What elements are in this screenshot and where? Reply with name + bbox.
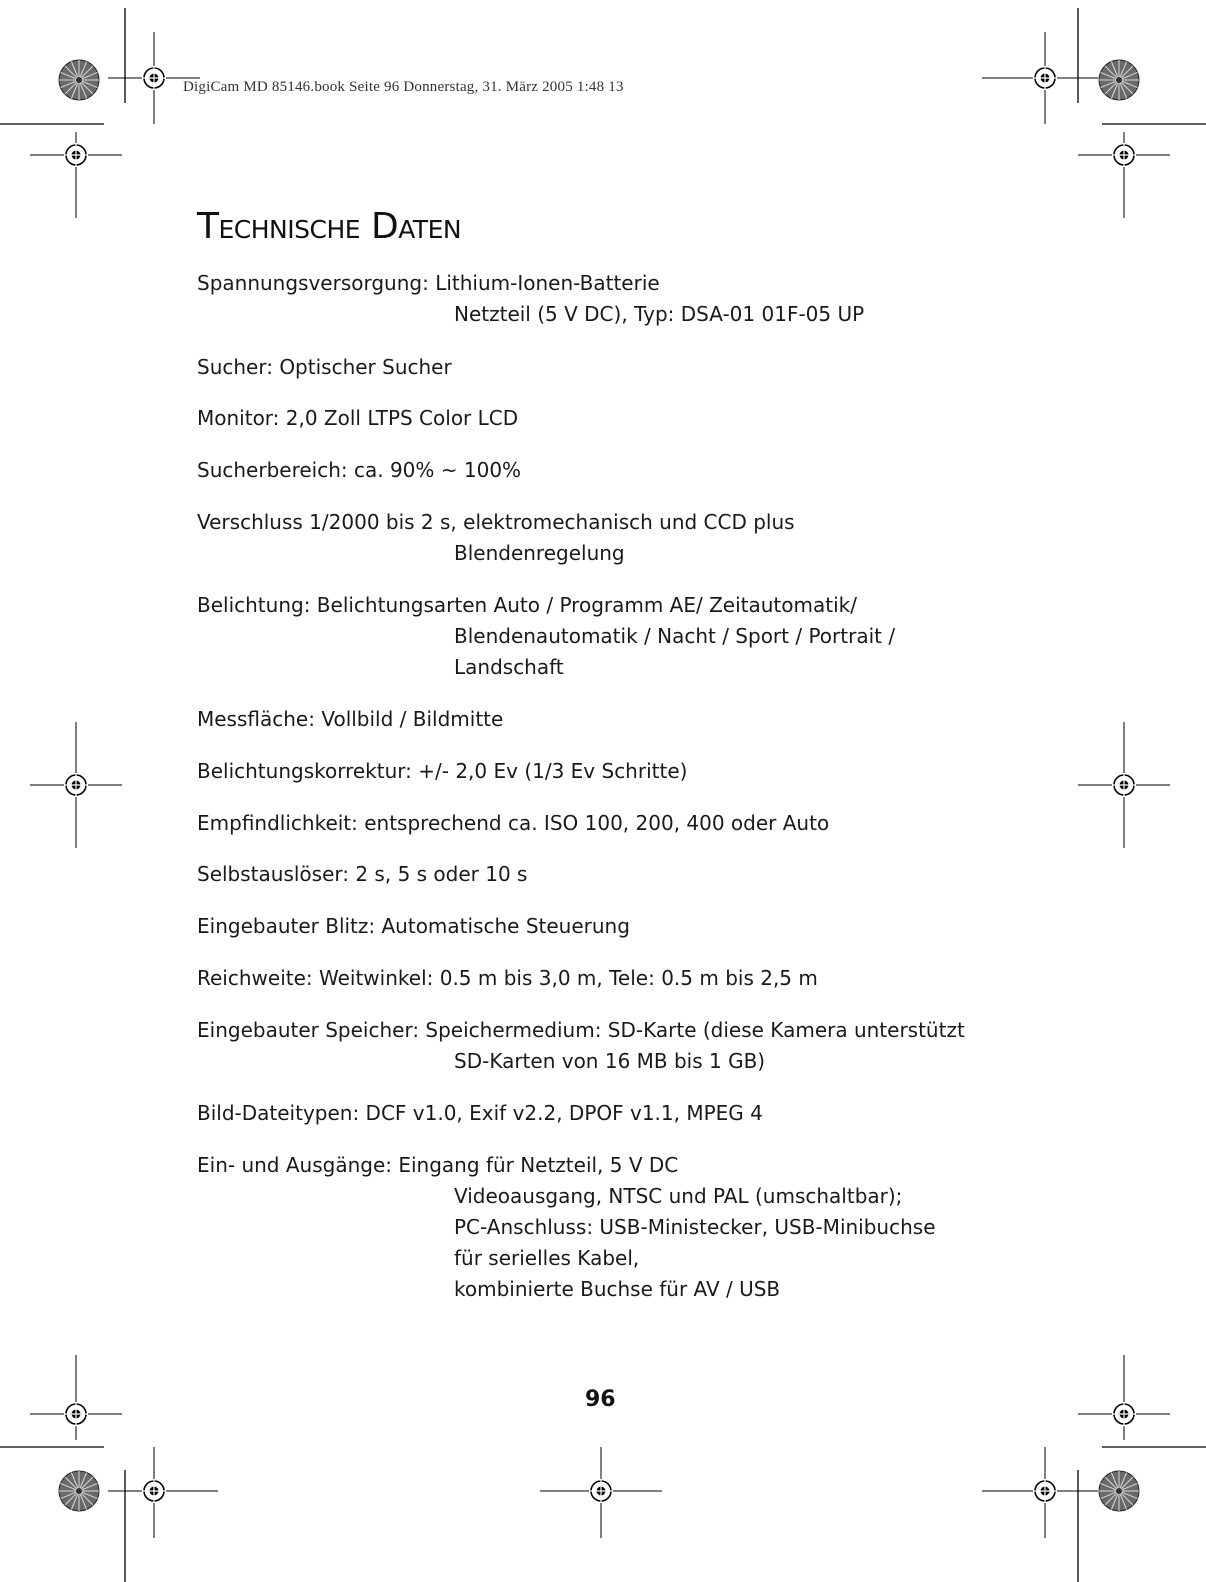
spec-line: Belichtung: Belichtungsarten Auto / Programm AE/ Zeitautomatik/ [197, 593, 857, 617]
registration-mark-left-upper [30, 132, 122, 218]
registration-mark-top-right [982, 32, 1098, 124]
spec-line: Videoausgang, NTSC und PAL (umschaltbar); [454, 1184, 903, 1208]
spec-line: Monitor: 2,0 Zoll LTPS Color LCD [197, 406, 519, 430]
crop-mark-bottom-left [0, 1447, 125, 1582]
page-title: Technische Daten [197, 206, 462, 247]
spec-line: Ein- und Ausgänge: Eingang für Netzteil, 5 V DC [197, 1153, 679, 1177]
spec-line: Sucherbereich: ca. 90% ~ 100% [197, 458, 522, 482]
registration-mark-left-middle [30, 722, 122, 848]
color-wheel-icon [59, 1471, 99, 1511]
registration-mark-bottom-center [540, 1447, 662, 1538]
crop-mark-top-right [1078, 8, 1206, 124]
color-wheel-icon [1099, 60, 1139, 100]
spec-line: kombinierte Buchse für AV / USB [454, 1277, 781, 1301]
spec-line: SD-Karten von 16 MB bis 1 GB) [454, 1049, 766, 1073]
spec-line: Netzteil (5 V DC), Typ: DSA-01 01F-05 UP [454, 302, 865, 326]
spec-line: Empfindlichkeit: entsprechend ca. ISO 100, 200, 400 oder Auto [197, 811, 830, 835]
color-wheel-icon [1099, 1471, 1139, 1511]
spec-line: Eingebauter Blitz: Automatische Steuerung [197, 914, 630, 938]
spec-line: Blendenautomatik / Nacht / Sport / Portrait / [454, 624, 896, 648]
spec-line: Messfläche: Vollbild / Bildmitte [197, 707, 504, 731]
color-wheel-icon [59, 60, 99, 100]
page-number: 96 [585, 1387, 616, 1412]
crop-mark-bottom-right [1078, 1447, 1206, 1582]
spec-line: für serielles Kabel, [454, 1246, 640, 1270]
spec-line: Bild-Dateitypen: DCF v1.0, Exif v2.2, DPOF v1.1, MPEG 4 [197, 1101, 763, 1125]
registration-mark-right-upper [1078, 132, 1170, 218]
spec-line: Verschluss 1/2000 bis 2 s, elektromechanisch und CCD plus [197, 510, 795, 534]
spec-line: Eingebauter Speicher: Speichermedium: SD-Karte (diese Kamera unterstützt [197, 1018, 965, 1042]
spec-line: Selbstauslöser: 2 s, 5 s oder 10 s [197, 862, 528, 886]
spec-line: Blendenregelung [454, 541, 625, 565]
registration-mark-left-lower [30, 1355, 122, 1440]
spec-line: PC-Anschluss: USB-Ministecker, USB-Minibuchse [454, 1215, 936, 1239]
registration-mark-bottom-right [982, 1447, 1098, 1538]
print-header: DigiCam MD 85146.book Seite 96 Donnerstag, 31. März 2005 1:48 13 [183, 79, 624, 95]
registration-mark-right-middle [1078, 722, 1170, 848]
registration-mark-top [108, 32, 200, 124]
registration-mark-right-lower [1078, 1355, 1170, 1440]
spec-line: Reichweite: Weitwinkel: 0.5 m bis 3,0 m, Tele: 0.5 m bis 2,5 m [197, 966, 818, 990]
spec-line: Belichtungskorrektur: +/- 2,0 Ev (1/3 Ev Schritte) [197, 759, 688, 783]
crop-mark-top-left [0, 8, 125, 124]
spec-line: Landschaft [454, 655, 564, 679]
spec-line: Sucher: Optischer Sucher [197, 355, 452, 379]
spec-line: Spannungsversorgung: Lithium-Ionen-Batterie [197, 271, 660, 295]
